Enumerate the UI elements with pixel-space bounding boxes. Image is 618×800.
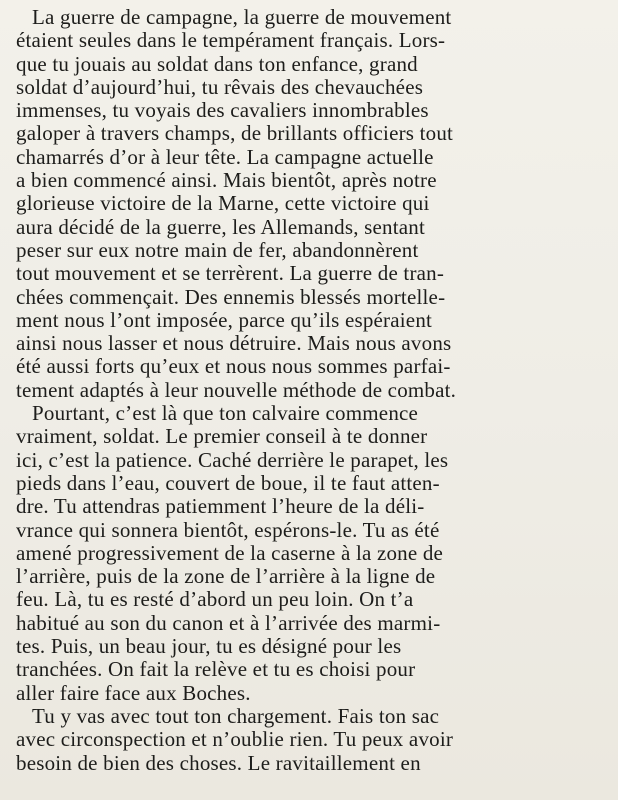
text-line: immenses, tu voyais des cavaliers innombrables [16,99,429,123]
text-line: aura décidé de la guerre, les Allemands, sentant [16,215,426,239]
text-line: pieds dans l’eau, couvert de boue, il te faut atten- [16,471,440,495]
text-line: vrance qui sonnera bientôt, espérons-le. Tu as été [16,518,440,542]
text-line: chées commençait. Des ennemis blessés mortelle- [16,285,446,309]
text-line: dre. Tu attendras patiemment l’heure de la déli- [16,495,425,519]
text-line: avec circonspection et n’oublie rien. Tu peux avoir [16,728,454,752]
text-line: tement adaptés à leur nouvelle méthode de combat. [16,378,457,402]
text-line: feu. Là, tu es resté d’abord un peu loin. On t’a [16,588,414,612]
text-line: tranchées. On fait la relève et tu es choisi pour [16,658,416,682]
text-line: chamarrés d’or à leur tête. La campagne actuelle [16,145,434,169]
text-line: ainsi nous lasser et nous détruire. Mais nous avons [16,332,452,356]
text-line: a bien commencé ainsi. Mais bientôt, après notre [16,169,437,193]
text-line: aller faire face aux Boches. [16,681,251,705]
text-line: ment nous l’ont imposée, parce qu’ils espéraient [16,308,433,332]
text-line: été aussi forts qu’eux et nous nous sommes parfai- [16,355,451,379]
text-line: glorieuse victoire de la Marne, cette victoire qui [16,192,430,216]
text-line: tout mouvement et se terrèrent. La guerre de tran- [16,262,445,286]
text-line: Pourtant, c’est là que ton calvaire commence [32,402,419,426]
text-line: La guerre de campagne, la guerre de mouvement [32,6,452,29]
paragraph-3 [16,705,606,775]
text-line: galoper à travers champs, de brillants officiers tout [16,122,454,146]
text-line: amené progressivement de la caserne à la zone de [16,541,444,565]
text-line: habitué au son du canon et à l’arrivée des marmi- [16,611,441,635]
text-line: besoin de bien des choses. Le ravitaillement en [16,751,421,775]
text-line: soldat d’aujourd’hui, tu rêvais des chevauchées [16,75,424,99]
text-line: tes. Puis, un beau jour, tu es désigné pour les [16,635,402,659]
text-line: que tu jouais au soldat dans ton enfance, grand [16,52,418,76]
paragraph-1 [16,6,606,402]
text-line: étaient seules dans le tempérament français. Lors- [16,29,446,53]
text-line: peser sur eux notre main de fer, abandonnèrent [16,238,419,262]
article-text [16,6,606,775]
text-line: l’arrière, puis de la zone de l’arrière à la ligne de [16,565,436,589]
text-line: ici, c’est la patience. Caché derrière le parapet, les [16,448,449,472]
text-line: vraiment, soldat. Le premier conseil à te donner [16,425,428,449]
text-line: Tu y vas avec tout ton chargement. Fais ton sac [32,704,440,728]
paragraph-2 [16,402,606,705]
